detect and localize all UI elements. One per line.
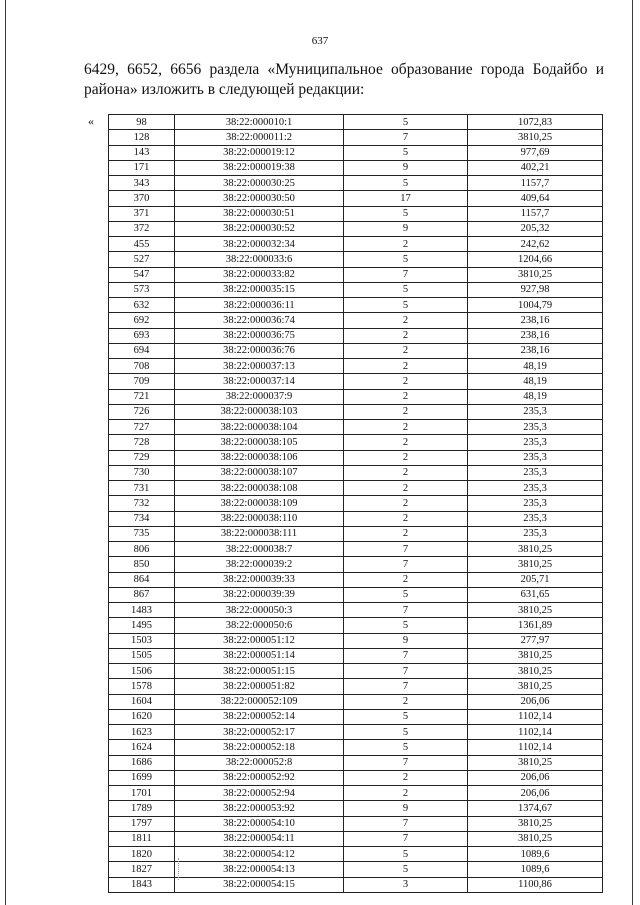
- code-cell: 5: [344, 618, 468, 633]
- code-cell: 5: [344, 206, 468, 221]
- table-row: [109, 786, 603, 801]
- cadastral-number-cell: 38:22:000030:51: [175, 206, 344, 221]
- code-cell: 7: [344, 648, 468, 663]
- row-number-cell: 1827: [109, 862, 175, 877]
- row-number-cell: 372: [109, 221, 175, 236]
- value-cell: 631,65: [468, 587, 603, 602]
- scan-artifact: [178, 858, 180, 880]
- row-number-cell: 694: [109, 343, 175, 358]
- cadastral-number-cell: 38:22:000035:15: [175, 282, 344, 297]
- table-row: [109, 725, 603, 740]
- table-row: [109, 267, 603, 282]
- table-row: [109, 862, 603, 877]
- table-row: [109, 557, 603, 572]
- row-number-cell: 729: [109, 450, 175, 465]
- value-cell: 235,3: [468, 496, 603, 511]
- row-number-cell: 1789: [109, 801, 175, 816]
- cadastral-table: [108, 114, 603, 893]
- value-cell: 1089,6: [468, 862, 603, 877]
- code-cell: 5: [344, 740, 468, 755]
- code-cell: 2: [344, 694, 468, 709]
- code-cell: 2: [344, 481, 468, 496]
- cadastral-number-cell: 38:22:000052:92: [175, 770, 344, 785]
- code-cell: 2: [344, 404, 468, 419]
- cadastral-number-cell: 38:22:000033:82: [175, 267, 344, 282]
- table-row: [109, 816, 603, 831]
- row-number-cell: 98: [109, 115, 175, 130]
- table-row: [109, 709, 603, 724]
- table-row: [109, 176, 603, 191]
- value-cell: 235,3: [468, 481, 603, 496]
- row-number-cell: 735: [109, 526, 175, 541]
- row-number-cell: 1578: [109, 679, 175, 694]
- value-cell: 238,16: [468, 328, 603, 343]
- value-cell: 409,64: [468, 191, 603, 206]
- row-number-cell: 693: [109, 328, 175, 343]
- table-row: [109, 237, 603, 252]
- table-row: [109, 298, 603, 313]
- code-cell: 2: [344, 420, 468, 435]
- code-cell: 9: [344, 801, 468, 816]
- cadastral-number-cell: 38:22:000039:33: [175, 572, 344, 587]
- table-row: [109, 511, 603, 526]
- row-number-cell: 370: [109, 191, 175, 206]
- code-cell: 9: [344, 221, 468, 236]
- code-cell: 7: [344, 664, 468, 679]
- cadastral-number-cell: 38:22:000030:50: [175, 191, 344, 206]
- value-cell: 48,19: [468, 374, 603, 389]
- value-cell: 927,98: [468, 282, 603, 297]
- cadastral-number-cell: 38:22:000054:11: [175, 831, 344, 846]
- value-cell: 1072,83: [468, 115, 603, 130]
- code-cell: 2: [344, 526, 468, 541]
- row-number-cell: 573: [109, 282, 175, 297]
- cadastral-number-cell: 38:22:000052:109: [175, 694, 344, 709]
- cadastral-number-cell: 38:22:000052:17: [175, 725, 344, 740]
- row-number-cell: 1624: [109, 740, 175, 755]
- row-number-cell: 734: [109, 511, 175, 526]
- value-cell: 3810,25: [468, 267, 603, 282]
- row-number-cell: 726: [109, 404, 175, 419]
- code-cell: 2: [344, 359, 468, 374]
- cadastral-number-cell: 38:22:000039:2: [175, 557, 344, 572]
- code-cell: 2: [344, 328, 468, 343]
- row-number-cell: 1503: [109, 633, 175, 648]
- cadastral-number-cell: 38:22:000038:108: [175, 481, 344, 496]
- code-cell: 9: [344, 160, 468, 175]
- cadastral-number-cell: 38:22:000051:14: [175, 648, 344, 663]
- value-cell: 3810,25: [468, 603, 603, 618]
- code-cell: 5: [344, 252, 468, 267]
- value-cell: 235,3: [468, 450, 603, 465]
- value-cell: 235,3: [468, 435, 603, 450]
- row-number-cell: 632: [109, 298, 175, 313]
- code-cell: 7: [344, 267, 468, 282]
- table-row: [109, 679, 603, 694]
- code-cell: 2: [344, 450, 468, 465]
- row-number-cell: 455: [109, 237, 175, 252]
- row-number-cell: 1699: [109, 770, 175, 785]
- code-cell: 2: [344, 435, 468, 450]
- value-cell: 206,06: [468, 786, 603, 801]
- table-row: [109, 160, 603, 175]
- table-row: [109, 145, 603, 160]
- row-number-cell: 864: [109, 572, 175, 587]
- table-row: [109, 664, 603, 679]
- table-row: [109, 603, 603, 618]
- value-cell: 238,16: [468, 343, 603, 358]
- code-cell: 7: [344, 755, 468, 770]
- page-number: 637: [311, 35, 329, 47]
- value-cell: 1204,66: [468, 252, 603, 267]
- value-cell: 977,69: [468, 145, 603, 160]
- code-cell: 5: [344, 298, 468, 313]
- value-cell: 1004,79: [468, 298, 603, 313]
- row-number-cell: 728: [109, 435, 175, 450]
- value-cell: 235,3: [468, 420, 603, 435]
- table-row: [109, 343, 603, 358]
- cadastral-number-cell: 38:22:000054:12: [175, 847, 344, 862]
- row-number-cell: 1820: [109, 847, 175, 862]
- table-row: [109, 130, 603, 145]
- value-cell: 3810,25: [468, 679, 603, 694]
- row-number-cell: 732: [109, 496, 175, 511]
- table-row: [109, 847, 603, 862]
- cadastral-number-cell: 38:22:000039:39: [175, 587, 344, 602]
- value-cell: 3810,25: [468, 557, 603, 572]
- table-row: [109, 633, 603, 648]
- code-cell: 5: [344, 862, 468, 877]
- row-number-cell: 692: [109, 313, 175, 328]
- value-cell: 3810,25: [468, 664, 603, 679]
- code-cell: 2: [344, 496, 468, 511]
- row-number-cell: 806: [109, 542, 175, 557]
- code-cell: 7: [344, 679, 468, 694]
- table-row: [109, 313, 603, 328]
- table-row: [109, 694, 603, 709]
- value-cell: 48,19: [468, 389, 603, 404]
- cadastral-number-cell: 38:22:000054:13: [175, 862, 344, 877]
- cadastral-number-cell: 38:22:000010:1: [175, 115, 344, 130]
- row-number-cell: 547: [109, 267, 175, 282]
- table-row: [109, 115, 603, 130]
- table-row: [109, 191, 603, 206]
- value-cell: 3810,25: [468, 816, 603, 831]
- table-row: [109, 389, 603, 404]
- cadastral-number-cell: 38:22:000053:92: [175, 801, 344, 816]
- cadastral-number-cell: 38:22:000038:109: [175, 496, 344, 511]
- row-number-cell: 1623: [109, 725, 175, 740]
- cadastral-number-cell: 38:22:000038:107: [175, 465, 344, 480]
- table-row: [109, 831, 603, 846]
- table-row: [109, 587, 603, 602]
- cadastral-number-cell: 38:22:000038:111: [175, 526, 344, 541]
- row-number-cell: 730: [109, 465, 175, 480]
- value-cell: 235,3: [468, 526, 603, 541]
- code-cell: 2: [344, 465, 468, 480]
- code-cell: 2: [344, 511, 468, 526]
- code-cell: 5: [344, 115, 468, 130]
- table-row: [109, 481, 603, 496]
- table-row: [109, 877, 603, 892]
- opening-quote-mark: «: [88, 114, 94, 128]
- code-cell: 7: [344, 130, 468, 145]
- code-cell: 7: [344, 816, 468, 831]
- cadastral-number-cell: 38:22:000030:52: [175, 221, 344, 236]
- value-cell: 1374,67: [468, 801, 603, 816]
- value-cell: 277,97: [468, 633, 603, 648]
- cadastral-number-cell: 38:22:000051:12: [175, 633, 344, 648]
- value-cell: 242,62: [468, 237, 603, 252]
- code-cell: 5: [344, 176, 468, 191]
- code-cell: 7: [344, 603, 468, 618]
- value-cell: 206,06: [468, 694, 603, 709]
- value-cell: 3810,25: [468, 648, 603, 663]
- value-cell: 235,3: [468, 465, 603, 480]
- value-cell: 3810,25: [468, 831, 603, 846]
- row-number-cell: 128: [109, 130, 175, 145]
- value-cell: 205,32: [468, 221, 603, 236]
- table-row: [109, 450, 603, 465]
- table-row: [109, 328, 603, 343]
- row-number-cell: 1604: [109, 694, 175, 709]
- cadastral-number-cell: 38:22:000037:14: [175, 374, 344, 389]
- cadastral-number-cell: 38:22:000052:8: [175, 755, 344, 770]
- value-cell: 3810,25: [468, 130, 603, 145]
- cadastral-number-cell: 38:22:000038:110: [175, 511, 344, 526]
- intro-paragraph: 6429, 6652, 6656 раздела «Муниципальное образование города Бодайбо и района» изложить в следующей редакции:: [84, 61, 604, 98]
- cadastral-number-cell: 38:22:000037:9: [175, 389, 344, 404]
- code-cell: 9: [344, 633, 468, 648]
- table-row: [109, 221, 603, 236]
- code-cell: 5: [344, 709, 468, 724]
- value-cell: 1102,14: [468, 725, 603, 740]
- value-cell: 1361,89: [468, 618, 603, 633]
- cadastral-number-cell: 38:22:000050:3: [175, 603, 344, 618]
- code-cell: 5: [344, 587, 468, 602]
- row-number-cell: 727: [109, 420, 175, 435]
- row-number-cell: 1701: [109, 786, 175, 801]
- value-cell: 238,16: [468, 313, 603, 328]
- value-cell: 3810,25: [468, 755, 603, 770]
- code-cell: 2: [344, 313, 468, 328]
- row-number-cell: 850: [109, 557, 175, 572]
- table-row: [109, 404, 603, 419]
- table-row: [109, 542, 603, 557]
- cadastral-number-cell: 38:22:000036:74: [175, 313, 344, 328]
- cadastral-number-cell: 38:22:000032:34: [175, 237, 344, 252]
- code-cell: 2: [344, 786, 468, 801]
- row-number-cell: 371: [109, 206, 175, 221]
- cadastral-number-cell: 38:22:000052:94: [175, 786, 344, 801]
- code-cell: 7: [344, 831, 468, 846]
- scan-edge-left: [5, 0, 6, 905]
- cadastral-number-cell: 38:22:000036:11: [175, 298, 344, 313]
- cadastral-number-cell: 38:22:000036:75: [175, 328, 344, 343]
- code-cell: 2: [344, 237, 468, 252]
- code-cell: 5: [344, 725, 468, 740]
- cadastral-number-cell: 38:22:000050:6: [175, 618, 344, 633]
- row-number-cell: 1811: [109, 831, 175, 846]
- code-cell: 5: [344, 847, 468, 862]
- row-number-cell: 1483: [109, 603, 175, 618]
- value-cell: 402,21: [468, 160, 603, 175]
- table-row: [109, 465, 603, 480]
- table-row: [109, 801, 603, 816]
- table-row: [109, 420, 603, 435]
- row-number-cell: 171: [109, 160, 175, 175]
- cadastral-number-cell: 38:22:000052:18: [175, 740, 344, 755]
- table-row: [109, 359, 603, 374]
- row-number-cell: 1686: [109, 755, 175, 770]
- table-row: [109, 618, 603, 633]
- table-row: [109, 770, 603, 785]
- cadastral-number-cell: 38:22:000051:82: [175, 679, 344, 694]
- cadastral-number-cell: 38:22:000054:10: [175, 816, 344, 831]
- code-cell: 7: [344, 542, 468, 557]
- code-cell: 7: [344, 557, 468, 572]
- code-cell: 2: [344, 374, 468, 389]
- value-cell: 1102,14: [468, 740, 603, 755]
- value-cell: 48,19: [468, 359, 603, 374]
- row-number-cell: 143: [109, 145, 175, 160]
- cadastral-number-cell: 38:22:000030:25: [175, 176, 344, 191]
- code-cell: 2: [344, 389, 468, 404]
- cadastral-number-cell: 38:22:000038:104: [175, 420, 344, 435]
- row-number-cell: 709: [109, 374, 175, 389]
- scan-edge-right: [632, 0, 633, 905]
- value-cell: 205,71: [468, 572, 603, 587]
- cadastral-number-cell: 38:22:000038:106: [175, 450, 344, 465]
- cadastral-number-cell: 38:22:000037:13: [175, 359, 344, 374]
- cadastral-number-cell: 38:22:000054:15: [175, 877, 344, 892]
- table-row: [109, 282, 603, 297]
- cadastral-number-cell: 38:22:000033:6: [175, 252, 344, 267]
- value-cell: 1089,6: [468, 847, 603, 862]
- cadastral-number-cell: 38:22:000011:2: [175, 130, 344, 145]
- value-cell: 1157,7: [468, 206, 603, 221]
- row-number-cell: 1797: [109, 816, 175, 831]
- cadastral-number-cell: 38:22:000038:105: [175, 435, 344, 450]
- cadastral-number-cell: 38:22:000052:14: [175, 709, 344, 724]
- code-cell: 2: [344, 343, 468, 358]
- code-cell: 5: [344, 282, 468, 297]
- value-cell: 1102,14: [468, 709, 603, 724]
- value-cell: 3810,25: [468, 542, 603, 557]
- code-cell: 5: [344, 145, 468, 160]
- table-row: [109, 648, 603, 663]
- table-row: [109, 496, 603, 511]
- value-cell: 206,06: [468, 770, 603, 785]
- value-cell: 1157,7: [468, 176, 603, 191]
- row-number-cell: 1505: [109, 648, 175, 663]
- value-cell: 235,3: [468, 404, 603, 419]
- row-number-cell: 708: [109, 359, 175, 374]
- table-row: [109, 755, 603, 770]
- row-number-cell: 721: [109, 389, 175, 404]
- cadastral-number-cell: 38:22:000051:15: [175, 664, 344, 679]
- table-row: [109, 206, 603, 221]
- row-number-cell: 731: [109, 481, 175, 496]
- cadastral-number-cell: 38:22:000038:103: [175, 404, 344, 419]
- table-body: [109, 115, 603, 893]
- row-number-cell: 867: [109, 587, 175, 602]
- cadastral-number-cell: 38:22:000019:38: [175, 160, 344, 175]
- cadastral-number-cell: 38:22:000019:12: [175, 145, 344, 160]
- table-row: [109, 374, 603, 389]
- table-row: [109, 572, 603, 587]
- row-number-cell: 1506: [109, 664, 175, 679]
- table-row: [109, 252, 603, 267]
- code-cell: 3: [344, 877, 468, 892]
- table-row: [109, 435, 603, 450]
- code-cell: 2: [344, 770, 468, 785]
- row-number-cell: 343: [109, 176, 175, 191]
- table-row: [109, 526, 603, 541]
- table-row: [109, 740, 603, 755]
- row-number-cell: 527: [109, 252, 175, 267]
- value-cell: 1100,86: [468, 877, 603, 892]
- value-cell: 235,3: [468, 511, 603, 526]
- row-number-cell: 1495: [109, 618, 175, 633]
- code-cell: 2: [344, 572, 468, 587]
- code-cell: 17: [344, 191, 468, 206]
- cadastral-number-cell: 38:22:000038:7: [175, 542, 344, 557]
- row-number-cell: 1620: [109, 709, 175, 724]
- row-number-cell: 1843: [109, 877, 175, 892]
- cadastral-number-cell: 38:22:000036:76: [175, 343, 344, 358]
